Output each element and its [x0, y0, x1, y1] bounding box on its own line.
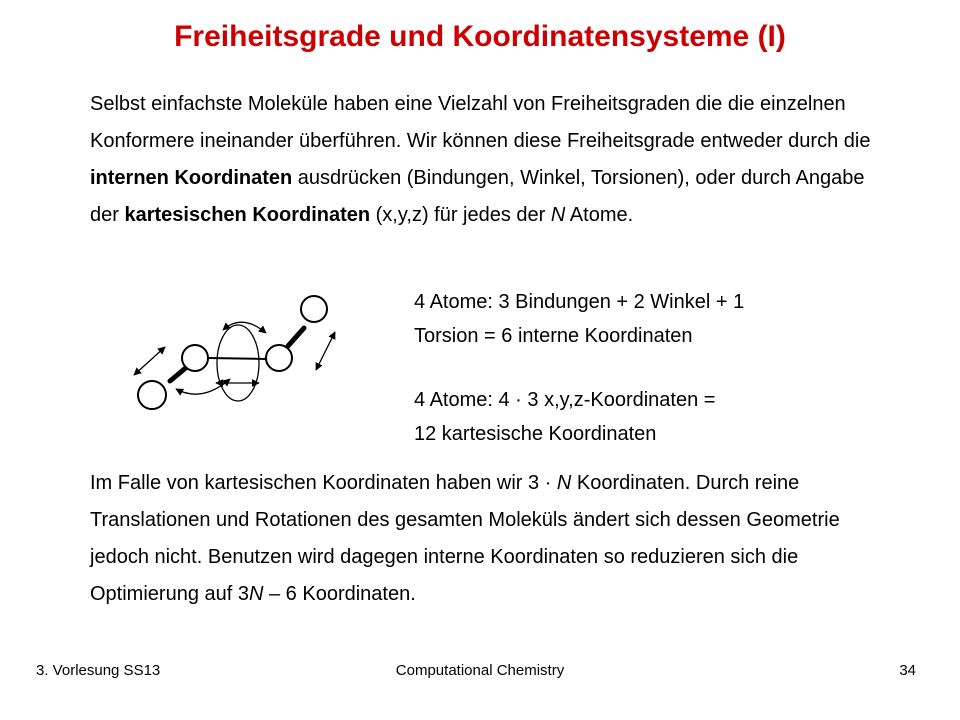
atoms	[138, 296, 327, 409]
conclusion-text-1: Im Falle von kartesischen Koordinaten haben wir 3 ·	[90, 472, 557, 494]
intro-paragraph	[90, 86, 890, 234]
intro-text-4: Atome.	[565, 204, 634, 226]
atom-2	[182, 345, 208, 371]
intro-bold-internal: internen Koordinaten	[90, 167, 293, 189]
slide-title: Freiheitsgrade und Koordinatensysteme (I)	[174, 20, 786, 53]
internal-coordinates-note	[414, 285, 874, 353]
footer-lecture: 3. Vorlesung SS13	[36, 662, 161, 679]
atom-4	[301, 296, 327, 322]
footer-page-number: 34	[899, 662, 916, 679]
conclusion-italic-n-2: N	[248, 583, 264, 605]
atom-1	[138, 381, 166, 409]
torsion-ellipse	[217, 325, 259, 401]
cartesian-line-2: 12 kartesische Koordinaten	[414, 423, 657, 445]
internal-line-1: 4 Atome: 3 Bindungen + 2 Winkel + 1	[414, 291, 745, 313]
intro-text-3: (x,y,z) für jedes der	[370, 204, 551, 226]
cartesian-coordinates-note	[414, 383, 874, 451]
bond-stretch-arrow-2	[316, 332, 335, 370]
conclusion-text-2: Koordinaten. Durch reine Translationen und Rotationen des gesamten Moleküls ändert sich dessen Geometrie jedoch nicht. Benutzen wird dagegen interne Koordinaten so reduzieren sich die Optimierung auf 3	[90, 472, 840, 605]
internal-line-2: Torsion = 6 interne Koordinaten	[414, 325, 693, 347]
cartesian-line-1: 4 Atome: 4 · 3 x,y,z-Koordinaten =	[414, 389, 716, 411]
footer-course: Computational Chemistry	[395, 662, 565, 679]
conclusion-paragraph	[90, 465, 890, 613]
molecule-diagram	[120, 285, 360, 420]
intro-text-2: ausdrücken (Bindungen, Winkel, Torsionen), oder durch Angabe der	[90, 167, 865, 226]
bond-stretch-arrow-1	[134, 347, 165, 375]
intro-text-1: Selbst einfachste Moleküle haben eine Vielzahl von Freiheitsgraden die die einzelnen Konformere ineinander überführen. Wir können diese Freiheitsgrade entweder durch die	[90, 93, 871, 152]
intro-italic-n: N	[550, 204, 566, 226]
intro-bold-cartesian: kartesischen Koordinaten	[124, 204, 371, 226]
atom-3	[266, 345, 292, 371]
conclusion-text-3: – 6 Koordinaten.	[263, 583, 416, 605]
conclusion-italic-n-1: N	[556, 472, 572, 494]
